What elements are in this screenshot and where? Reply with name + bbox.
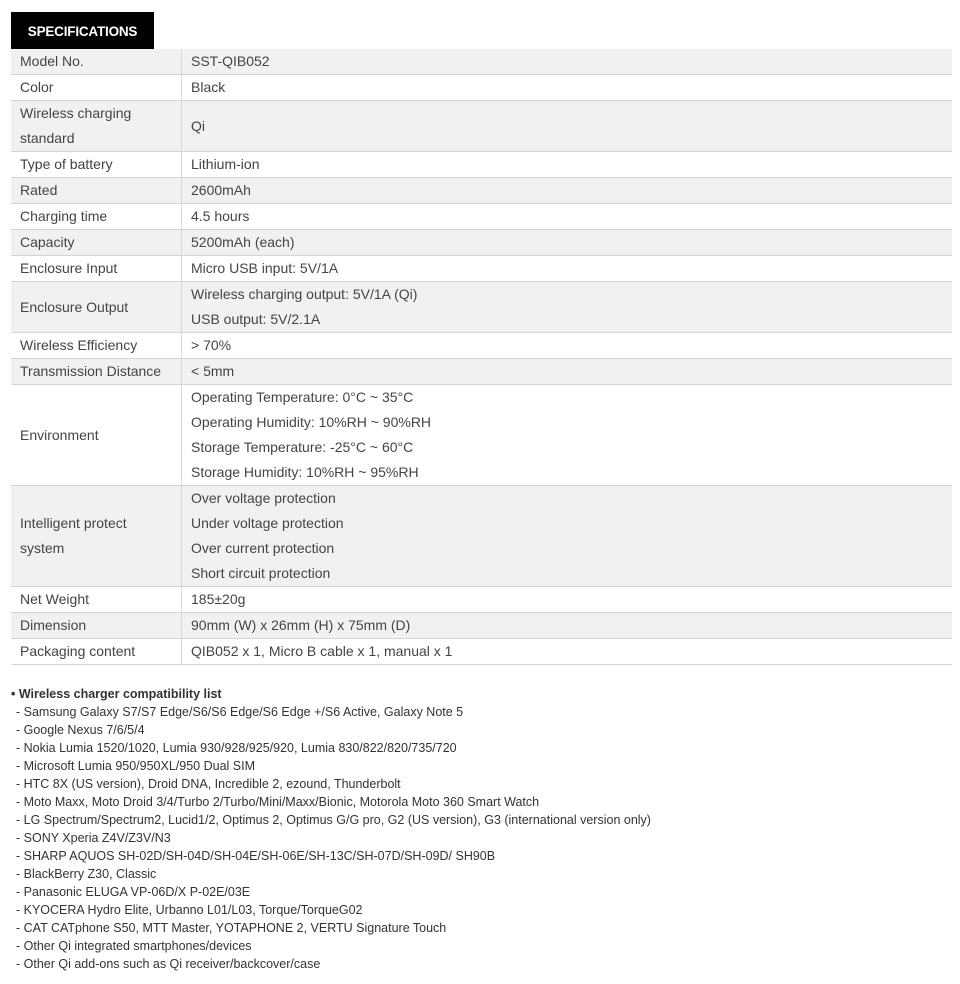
spec-key: Type of battery [11,152,182,178]
compatibility-title: • Wireless charger compatibility list [11,687,222,701]
spec-value [182,486,953,587]
spec-row [11,101,952,152]
spec-row [11,75,952,101]
compatibility-item: - SONY Xperia Z4V/Z3V/N3 [16,831,171,845]
compatibility-item: - Other Qi integrated smartphones/devices [16,939,252,953]
spec-value-line: Operating Humidity: 10%RH ~ 90%RH [191,414,432,430]
spec-key: Color [11,75,182,101]
spec-row [11,333,952,359]
spec-row [11,230,952,256]
spec-key: Intelligent protect system [11,486,182,587]
spec-value-line: Black [191,79,226,95]
spec-key: Environment [11,385,182,486]
spec-value-line: < 5mm [191,363,235,379]
compatibility-item: - CAT CATphone S50, MTT Master, YOTAPHONE 2, VERTU Signature Touch [16,921,447,935]
compatibility-item: - Other Qi add-ons such as Qi receiver/backcover/case [16,957,321,971]
spec-value-line: 2600mAh [191,182,251,198]
compatibility-item: - Google Nexus 7/6/5/4 [16,723,145,737]
spec-key: Packaging content [11,639,182,665]
spec-value-line: 4.5 hours [191,208,250,224]
spec-value [182,385,953,486]
spec-value-line: Storage Temperature: -25°C ~ 60°C [191,439,414,455]
spec-value [182,256,953,282]
spec-value-line: 5200mAh (each) [191,234,295,250]
spec-value [182,101,953,152]
spec-value [182,75,953,101]
spec-value-line: Qi [191,117,205,134]
spec-value-line: Under voltage protection [191,515,344,531]
compatibility-item: - Microsoft Lumia 950/950XL/950 Dual SIM [16,759,256,773]
spec-value [182,282,953,333]
spec-row [11,282,952,333]
compatibility-item: - Panasonic ELUGA VP-06D/X P-02E/03E [16,885,251,899]
spec-row [11,49,952,75]
spec-value-line: > 70% [191,337,232,353]
compatibility-item: - SHARP AQUOS SH-02D/SH-04D/SH-04E/SH-06E/SH-13C/SH-07D/SH-09D/ SH90B [16,849,496,863]
spec-key: Enclosure Input [11,256,182,282]
spec-value-line: 185±20g [191,591,246,607]
spec-row [11,639,952,665]
compatibility-item: - BlackBerry Z30, Classic [16,867,157,881]
spec-key: Net Weight [11,587,182,613]
spec-value-line: Over current protection [191,540,335,556]
spec-value-line: Micro USB input: 5V/1A [191,260,339,276]
compatibility-item: - KYOCERA Hydro Elite, Urbanno L01/L03, Torque/TorqueG02 [16,903,363,917]
spec-value-line: Lithium-ion [191,156,260,172]
spec-value [182,639,953,665]
compatibility-item: - LG Spectrum/Spectrum2, Lucid1/2, Optimus 2, Optimus G/G pro, G2 (US version), G3 (international version only) [16,813,651,827]
spec-value [182,333,953,359]
spec-value [182,359,953,385]
spec-row [11,256,952,282]
compatibility-item: - HTC 8X (US version), Droid DNA, Incredible 2, ezound, Thunderbolt [16,777,401,791]
spec-row [11,178,952,204]
compatibility-list [11,685,651,973]
spec-value [182,49,953,75]
compatibility-item: - Nokia Lumia 1520/1020, Lumia 930/928/925/920, Lumia 830/822/820/735/720 [16,741,457,755]
spec-key: Wireless charging standard [11,101,182,152]
spec-row [11,385,952,486]
spec-value-line: SST-QIB052 [191,53,270,69]
spec-value [182,152,953,178]
spec-key: Enclosure Output [11,282,182,333]
spec-value [182,613,953,639]
spec-row [11,359,952,385]
spec-value-line: Storage Humidity: 10%RH ~ 95%RH [191,464,419,480]
spec-value [182,204,953,230]
spec-value [182,230,953,256]
spec-key: Model No. [11,49,182,75]
compatibility-item: - Samsung Galaxy S7/S7 Edge/S6/S6 Edge/S6 Edge +/S6 Active, Galaxy Note 5 [16,705,464,719]
compatibility-item: - Moto Maxx, Moto Droid 3/4/Turbo 2/Turbo/Mini/Maxx/Bionic, Motorola Moto 360 Smart Watch [16,795,540,809]
spec-value-line: Short circuit protection [191,565,331,581]
spec-key: Charging time [11,204,182,230]
spec-row [11,486,952,587]
spec-value-line: Wireless charging output: 5V/1A (Qi) [191,286,418,302]
spec-row [11,204,952,230]
spec-row [11,613,952,639]
specifications-tab[interactable]: SPECIFICATIONS [11,12,154,50]
spec-key: Rated [11,178,182,204]
spec-value-line: QIB052 x 1, Micro B cable x 1, manual x 1 [191,643,453,659]
spec-key: Wireless Efficiency [11,333,182,359]
spec-value-line: 90mm (W) x 26mm (H) x 75mm (D) [191,617,411,633]
specifications-table [11,49,952,665]
spec-key: Transmission Distance [11,359,182,385]
spec-key: Capacity [11,230,182,256]
spec-value [182,587,953,613]
spec-row [11,152,952,178]
spec-value-line: Over voltage protection [191,490,336,506]
spec-value-line: USB output: 5V/2.1A [191,311,321,327]
spec-value-line: Operating Temperature: 0°C ~ 35°C [191,389,414,405]
spec-row [11,587,952,613]
spec-value [182,178,953,204]
spec-key: Dimension [11,613,182,639]
